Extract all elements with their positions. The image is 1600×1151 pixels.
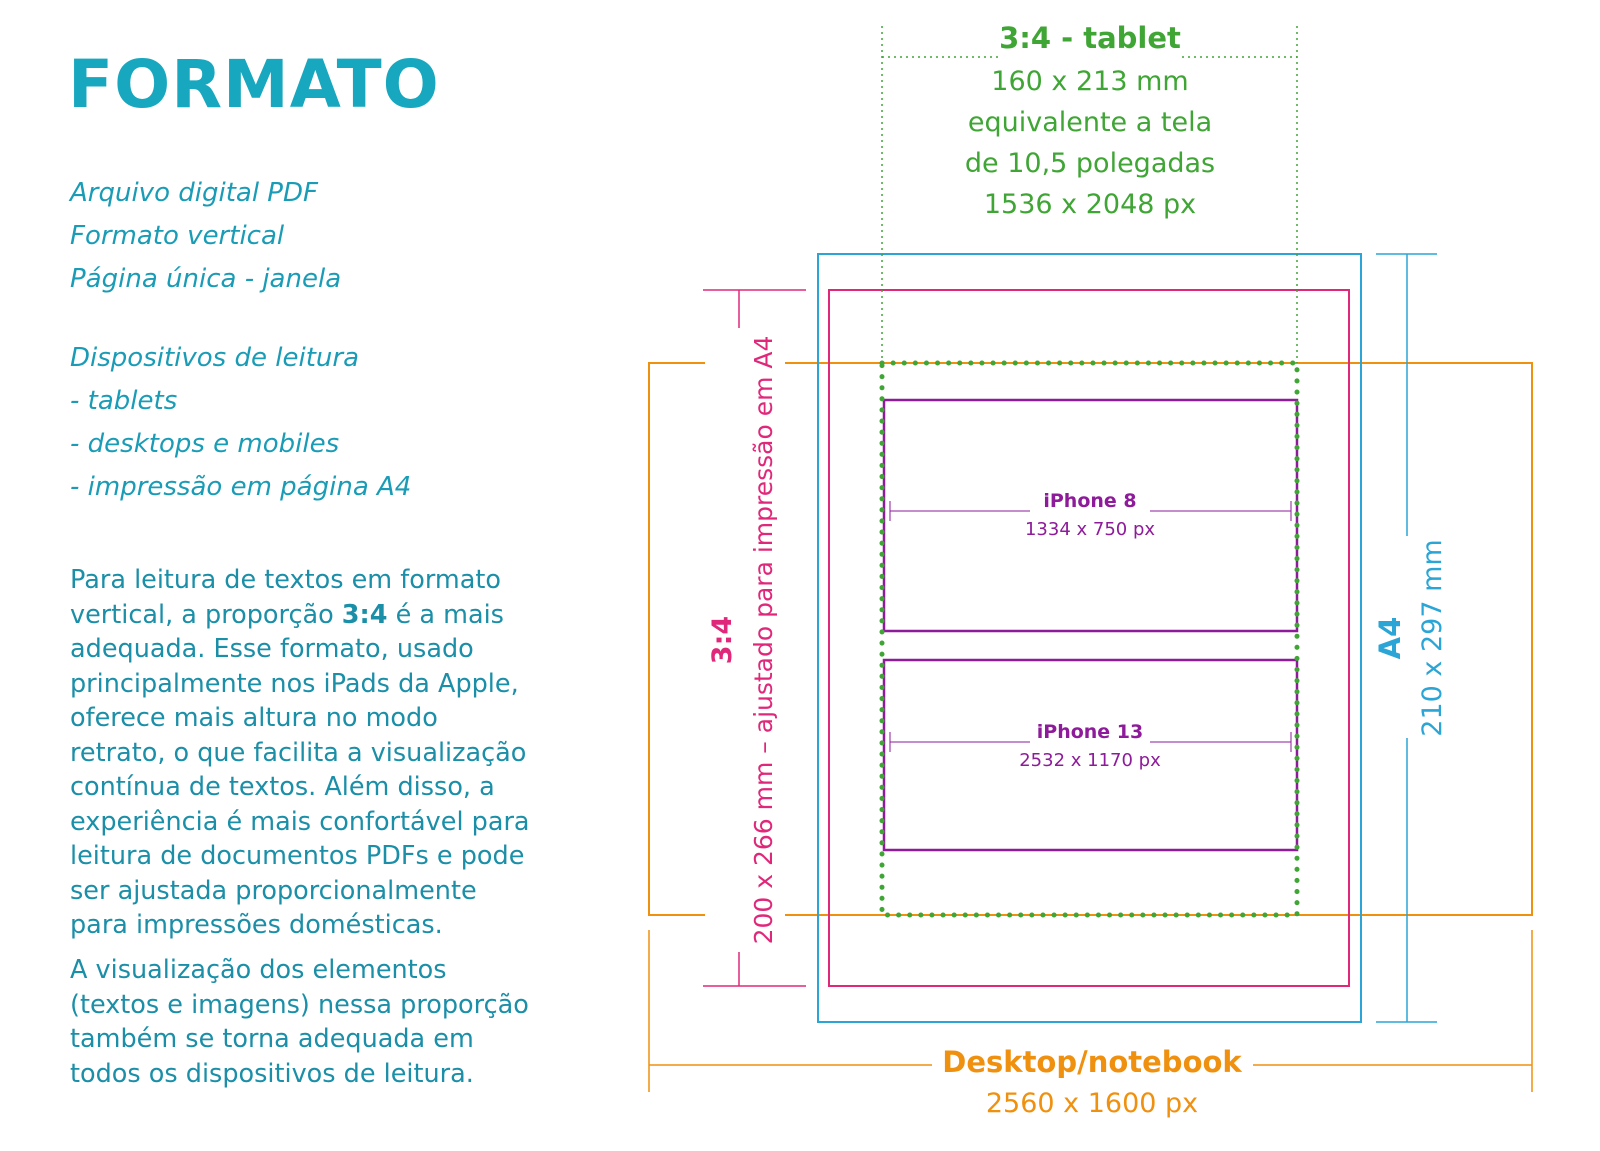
visualization-paragraph: A visualização dos elementos (textos e imagens) nessa proporção também se torna adequada em todos os dispositivos de leitura. xyxy=(70,955,529,1089)
paragraph-text: é a mais adequada. Esse formato, usado principalmente nos iPads da Apple, oferece mais altura no modo retrato, o que facilita a visualização contínua de textos. Além disso, a experiência é mais confortável para leitura de documentos PDFs e pode ser ajustada proporcionalmente para impressões domésticas. xyxy=(70,599,530,940)
iphone13-label: iPhone 13 xyxy=(1036,721,1144,743)
desktop-label: Desktop/notebook xyxy=(942,1045,1242,1079)
paragraph-text: Para leitura de textos em formato vertical, a proporção xyxy=(70,565,501,630)
a4-size: 210 x 297 mm xyxy=(1417,539,1448,737)
tablet-detail-line: 1536 x 2048 px xyxy=(983,189,1197,220)
device-item: - desktops e mobiles xyxy=(70,429,340,459)
devices-heading: Dispositivos de leitura xyxy=(70,343,359,373)
tablet-frame xyxy=(882,363,1297,915)
spec-item: Formato vertical xyxy=(70,221,285,251)
print-size: 200 x 266 mm – ajustado para impressão em A4 xyxy=(749,335,778,945)
iphone8-frame xyxy=(884,400,1297,631)
desktop-size: 2560 x 1600 px xyxy=(985,1088,1199,1119)
device-item: - tablets xyxy=(70,386,178,416)
tablet-detail-line: de 10,5 polegadas xyxy=(964,148,1216,179)
a4-frame xyxy=(818,254,1361,1022)
a4-label: A4 xyxy=(1373,616,1407,660)
iphone13-size: 2532 x 1170 px xyxy=(1019,750,1161,771)
spec-item: Arquivo digital PDF xyxy=(70,178,318,208)
ratio-highlight: 3:4 xyxy=(341,599,388,630)
tablet-detail-line: 160 x 213 mm xyxy=(991,66,1189,97)
print-frame xyxy=(829,290,1349,986)
iphone8-size: 1334 x 750 px xyxy=(1024,519,1156,540)
device-item: - impressão em página A4 xyxy=(70,472,412,502)
print-label: 3:4 xyxy=(707,615,738,665)
iphone8-label: iPhone 8 xyxy=(1043,490,1137,512)
page-title: FORMATO xyxy=(68,46,440,123)
tablet-label: 3:4 - tablet xyxy=(999,21,1181,55)
spec-item: Página única - janela xyxy=(70,264,342,294)
tablet-detail-line: equivalente a tela xyxy=(967,107,1213,138)
